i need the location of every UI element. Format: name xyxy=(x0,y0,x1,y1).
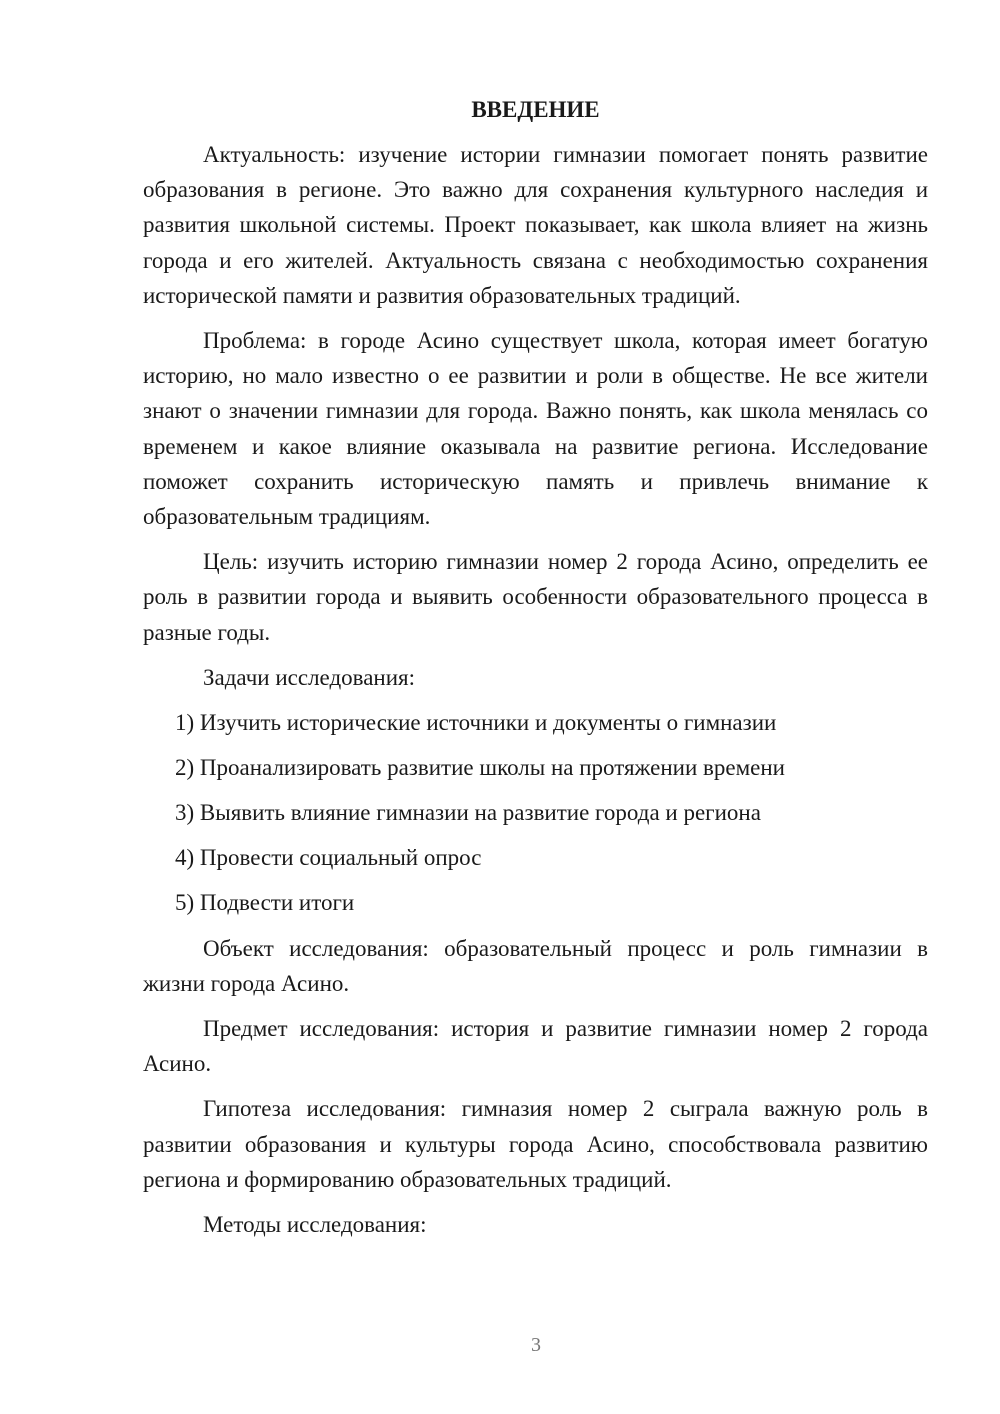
object-paragraph: Объект исследования: образовательный процесс и роль гимназии в жизни города Асино. xyxy=(143,935,928,996)
subject-paragraph: Предмет исследования: история и развитие гимназии номер 2 города Асино. xyxy=(143,1015,928,1077)
goal-paragraph: Цель: изучить историю гимназии номер 2 города Асино, определить ее роль в развитии города и выявить особенности образовательного процесса в разные годы. xyxy=(143,549,928,645)
methods-paragraph: Методы исследования: xyxy=(203,1211,427,1237)
page-title: ВВЕДЕНИЕ xyxy=(471,97,600,122)
task-item: 4) Провести социальный опрос xyxy=(175,845,482,871)
problem-paragraph: Проблема: в городе Асино существует школа, которая имеет богатую историю, но мало известно о ее развитии и роли в обществе. Не все жители знают о значении гимназии для города. Важно понять, как школа менялась со временем и какое влияние оказывала на развитие региона. Исследование поможет сохранить историческую память и привлечь внимание к образовательным традициям. xyxy=(143,328,928,530)
task-item: 2) Проанализировать развитие школы на протяжении времени xyxy=(175,755,785,781)
task-item: 1) Изучить исторические источники и документы о гимназии xyxy=(175,710,777,736)
page-number: 3 xyxy=(531,1334,541,1356)
hypothesis-paragraph: Гипотеза исследования: гимназия номер 2 сыграла важную роль в развитии образования и культуры города Асино, способствовала развитию региона и формированию образовательных традиций. xyxy=(143,1096,928,1192)
task-item: 5) Подвести итоги xyxy=(175,890,355,916)
relevance-paragraph: Актуальность: изучение истории гимназии помогает понять развитие образования в регионе. Это важно для сохранения культурного наследия и развития школьной системы. Проект показывает, как школа влияет на жизнь города и его жителей. Актуальность связана с необходимостью сохранения исторической памяти и развития образовательных традиций. xyxy=(143,142,928,308)
task-item: 3) Выявить влияние гимназии на развитие города и региона xyxy=(175,800,761,826)
tasks-heading: Задачи исследования: xyxy=(203,664,416,690)
tasks-list xyxy=(143,705,928,921)
document-page xyxy=(143,92,928,1252)
